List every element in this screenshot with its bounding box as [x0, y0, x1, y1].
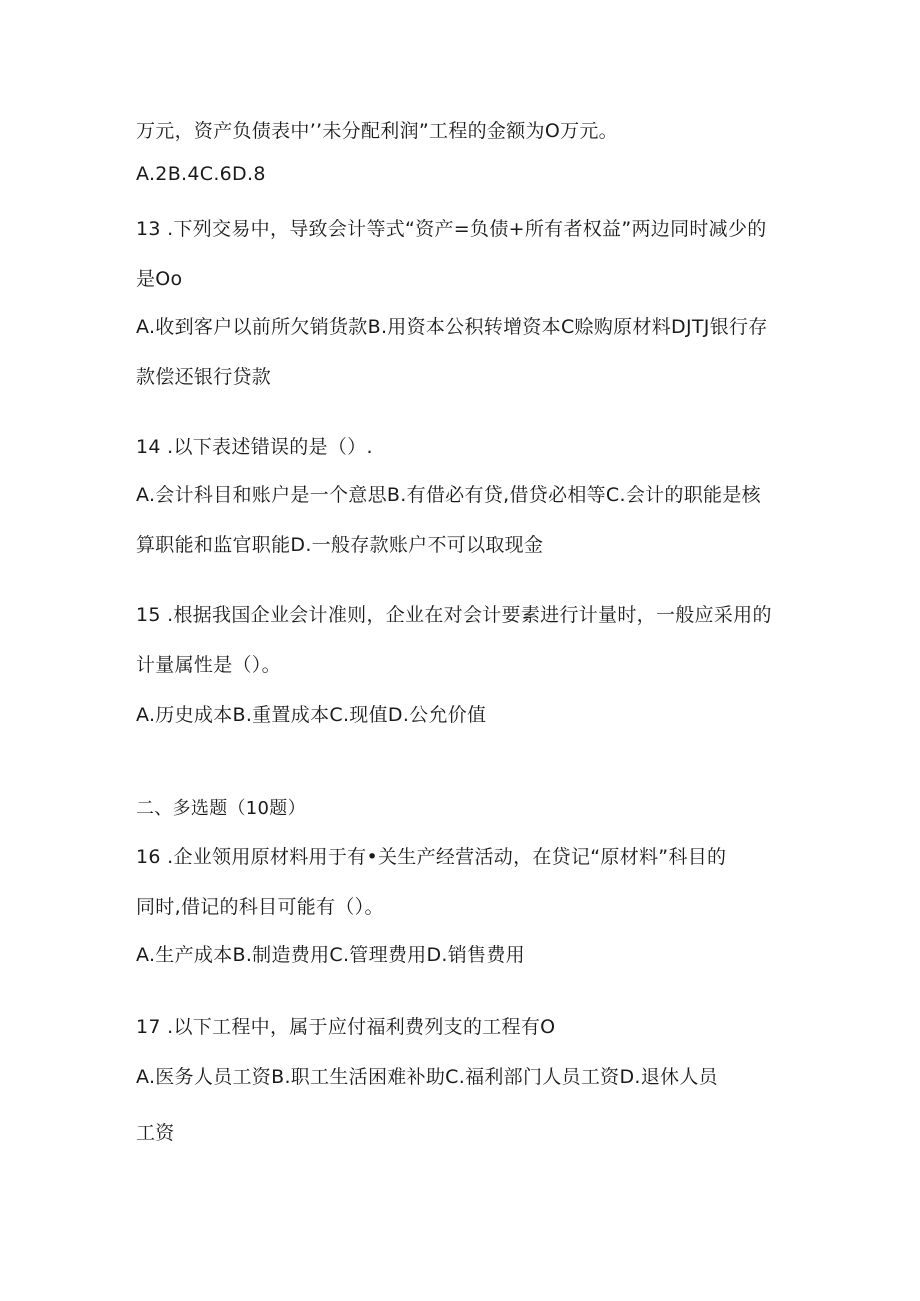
- text-line-q13-stem-end: 是Oo: [136, 268, 183, 290]
- text-line-q13-options-end: 款偿还银行贷款: [136, 366, 272, 388]
- text-line-q17-stem: 17 .以下工程中，属于应付福利费列支的工程有O: [136, 1016, 556, 1038]
- text-line-q16-stem-end: 同时,借记的科目可能有（）。: [136, 896, 384, 918]
- text-line-q17-options-end: 工资: [136, 1122, 175, 1144]
- text-line-q15-stem: 15 .根据我国企业会计准则，企业在对会计要素进行计量时，一般应采用的: [136, 604, 772, 626]
- text-line-q15-stem-end: 计量属性是（）。: [136, 654, 281, 676]
- section-heading-multiple-choice: 二、多选题（10题）: [136, 798, 306, 819]
- text-line-q12-options: A.2B.4C.6D.8: [136, 163, 266, 185]
- text-line-q14-stem: 14 .以下表述错误的是（）.: [136, 436, 373, 458]
- text-line-q17-options: A.医务人员工资B.职工生活困难补助C.福利部门人员工资D.退休人员: [136, 1066, 718, 1088]
- text-line-q14-options-end: 算职能和监官职能D.一般存款账户不可以取现金: [136, 534, 544, 556]
- text-line-q15-options: A.历史成本B.重置成本C.现值D.公允价值: [136, 704, 487, 726]
- text-line-q12-continued: 万元，资产负债表中’’未分配利润”工程的金额为O万元。: [136, 120, 618, 142]
- text-line-q13-stem: 13 .下列交易中，导致会计等式“资产=负债+所有者权益”两边同时减少的: [136, 218, 767, 240]
- text-line-q16-options: A.生产成本B.制造费用C.管理费用D.销售费用: [136, 944, 525, 966]
- text-line-q16-stem: 16 .企业领用原材料用于有•关生产经营活动，在贷记“原材料”科目的: [136, 846, 727, 868]
- text-line-q14-options: A.会计科目和账户是一个意思B.有借必有贷,借贷必相等C.会计的职能是核: [136, 484, 761, 506]
- text-line-q13-options: A.收到客户以前所欠销货款B.用资本公积转增资本C赊购原材料DJTJ银行存: [136, 316, 768, 338]
